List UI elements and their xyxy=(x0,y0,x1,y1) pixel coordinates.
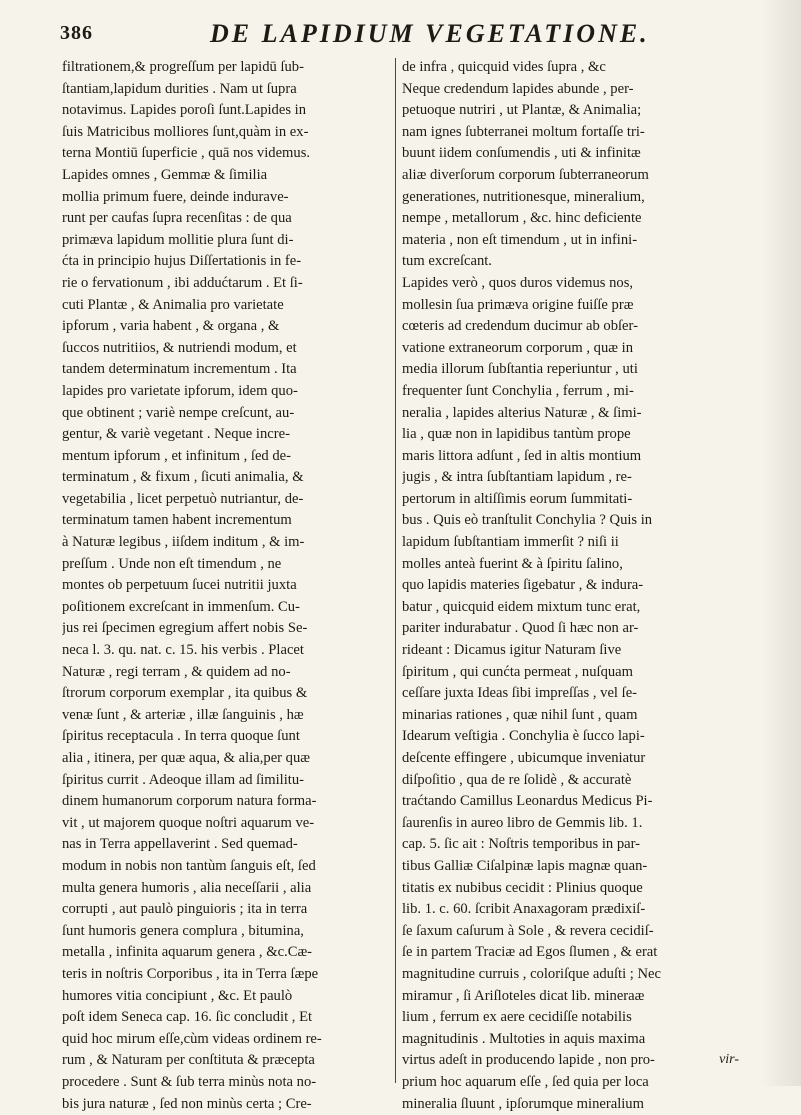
text-line: lapides pro varietate ipforum, idem quo- xyxy=(62,381,390,403)
text-line: gentur, & variè vegetant . Neque incre- xyxy=(62,424,390,446)
text-line: prium hoc aquarum eſſe , ſed quia per loca xyxy=(402,1072,742,1094)
text-line: jugis , & intra ſubſtantiam lapidum , re- xyxy=(402,467,742,489)
text-line: mollia primum fuere, deinde indurave- xyxy=(62,187,390,209)
text-line: neca l. 3. qu. nat. c. 15. his verbis . Placet xyxy=(62,640,390,662)
text-line: humores vitia concipiunt , &c. Et paulò xyxy=(62,986,390,1008)
text-line: jus rei ſpecimen egregium affert nobis Se- xyxy=(62,618,390,640)
text-line: mentum ipforum , et infinitum , ſed de- xyxy=(62,446,390,468)
text-line: modum in nobis non tantùm ſanguis eſt, ſed xyxy=(62,856,390,878)
text-line: Idearum veſtigia . Conchylia è ſucco lapi- xyxy=(402,726,742,748)
text-line: poſitionem excreſcant in immenſum. Cu- xyxy=(62,597,390,619)
running-head: DE LAPIDIUM VEGETATIONE. xyxy=(210,19,650,49)
text-line: generationes, nutritionesque, mineralium, xyxy=(402,187,742,209)
text-line: à Naturæ legibus , iiſdem inditum , & im- xyxy=(62,532,390,554)
text-line: ſunt humoris genera complura , bitumina, xyxy=(62,921,390,943)
text-line: que obtinent ; variè nempe creſcunt, au- xyxy=(62,403,390,425)
text-line: ipforum , varia habent , & organa , & xyxy=(62,316,390,338)
text-line: ſpiritus currit . Adeoque illam ad ſimilitu- xyxy=(62,770,390,792)
text-line: Neque credendum lapides abunde , per- xyxy=(402,79,742,101)
text-line: lib. 1. c. 60. ſcribit Anaxagoram prædixiſ- xyxy=(402,899,742,921)
page-header xyxy=(60,22,760,52)
text-line: quo lapidis materies ſigebatur , & indura- xyxy=(402,575,742,597)
text-line: poſt idem Seneca cap. 16. ſic concludit , Et xyxy=(62,1007,390,1029)
text-line: rideant : Dicamus igitur Naturam ſive xyxy=(402,640,742,662)
text-line: primæva lapidum mollitie plura ſunt di- xyxy=(62,230,390,252)
text-line: dinem humanorum corporum natura forma- xyxy=(62,791,390,813)
text-line: titatis ex nubibus cecidit : Plinius quoque xyxy=(402,878,742,900)
text-line: vatione extraneorum corporum , quæ in xyxy=(402,338,742,360)
text-line: ſe in partem Traciæ ad Egos ſlumen , & erat xyxy=(402,942,742,964)
text-line: ceſſare juxta Ideas ſibi impreſſas , vel ſe- xyxy=(402,683,742,705)
text-line: magnitudine curruis , coloriſque aduſti ; Nec xyxy=(402,964,742,986)
text-line: terminatum tamen habent incrementum xyxy=(62,510,390,532)
text-line: pertorum in altiſſimis eorum ſummitati- xyxy=(402,489,742,511)
text-line: preſſum . Unde non eſt timendum , ne xyxy=(62,554,390,576)
text-line: procedere . Sunt & ſub terra minùs nota no- xyxy=(62,1072,390,1094)
column-divider xyxy=(395,58,396,1083)
text-line: molles anteà fuerint & à ſpiritu ſalino, xyxy=(402,554,742,576)
text-line: teris in noſtris Corporibus , ita in Terra ſæpe xyxy=(62,964,390,986)
text-line: runt per caufas ſupra recenſitas : de qua xyxy=(62,208,390,230)
text-line: lapidum ſubſtantiam immerſit ? niſi ii xyxy=(402,532,742,554)
text-line: ſtantiam,lapidum durities . Nam ut ſupra xyxy=(62,79,390,101)
text-line: venæ ſunt , & arteriæ , illæ ſanguinis , hæ xyxy=(62,705,390,727)
text-line: quid hoc mirum eſſe,cùm videas ordinem re- xyxy=(62,1029,390,1051)
text-line: neralia , lapides alterius Naturæ , & ſimi- xyxy=(402,403,742,425)
text-line: rie o fervationum , ibi addućtarum . Et ſi- xyxy=(62,273,390,295)
text-line: Lapides verò , quos duros videmus nos, xyxy=(402,273,742,295)
text-line: media illorum ſubſtantia reperiuntur , uti xyxy=(402,359,742,381)
text-line: miramur , ſi Ariſloteles dicat lib. mineraæ xyxy=(402,986,742,1008)
text-line: ſuis Matricibus molliores ſunt,quàm in ex- xyxy=(62,122,390,144)
text-line: nempe , metallorum , &c. hinc deficiente xyxy=(402,208,742,230)
text-line: ćta in principio hujus Diſſertationis in fe- xyxy=(62,251,390,273)
text-line: maris littora adſunt , ſed in altis montium xyxy=(402,446,742,468)
text-line: vegetabilia , licet perpetuò nutriantur, de- xyxy=(62,489,390,511)
catchword: vir- xyxy=(719,1052,739,1068)
text-line: tandem determinatum incrementum . Ita xyxy=(62,359,390,381)
text-line: cuti Plantæ , & Animalia pro varietate xyxy=(62,295,390,317)
text-line: virtus adeſt in producendo lapide , non pro- xyxy=(402,1050,742,1072)
text-line: cap. 5. ſic ait : Noſtris temporibus in par- xyxy=(402,834,742,856)
text-line: lium , ferrum ex aere cecidiſſe notabilis xyxy=(402,1007,742,1029)
text-line: terna Montiū ſuperficie , quā nos videmus. xyxy=(62,143,390,165)
text-line: Naturæ , regi terram , & quidem ad no- xyxy=(62,662,390,684)
text-line: ſuccos nutritiios, & nutriendi modum, et xyxy=(62,338,390,360)
text-line: notavimus. Lapides poroſi ſunt.Lapides in xyxy=(62,100,390,122)
left-text-column xyxy=(62,57,390,1115)
page-number: 386 xyxy=(60,22,93,45)
text-line: corrupti , aut paulò pinguioris ; ita in terra xyxy=(62,899,390,921)
text-line: metalla , infinita aquarum genera , &c.Cæ- xyxy=(62,942,390,964)
text-line: ſpiritus receptacula . In terra quoque ſunt xyxy=(62,726,390,748)
text-line: aliæ diverſorum corporum ſubterraneorum xyxy=(402,165,742,187)
text-line: buunt iidem conſumendis , uti & infinitæ xyxy=(402,143,742,165)
text-line: batur , quicquid eidem mixtum tunc erat, xyxy=(402,597,742,619)
text-line: tum excreſcant. xyxy=(402,251,742,273)
text-line: petuoque nutriri , ut Plantæ, & Animalia; xyxy=(402,100,742,122)
text-line: de infra , quicquid vides ſupra , &c xyxy=(402,57,742,79)
text-line: ſe ſaxum caſurum à Sole , & revera cecidiſ- xyxy=(402,921,742,943)
text-line: cœteris ad credendum ducimur ab obſer- xyxy=(402,316,742,338)
text-line: mineralia ſluunt , ipſorumque mineralium xyxy=(402,1094,742,1115)
text-line: alia , itinera, per quæ aqua, & alia,per quæ xyxy=(62,748,390,770)
text-line: lia , quæ non in lapidibus tantùm prope xyxy=(402,424,742,446)
text-line: pariter indurabatur . Quod ſi hæc non ar- xyxy=(402,618,742,640)
text-line: nam ignes ſubterranei moltum fortaſſe tri- xyxy=(402,122,742,144)
text-line: bus . Quis eò tranſtulit Conchylia ? Quis in xyxy=(402,510,742,532)
text-line: deſcente effingere , ubicumque inveniatur xyxy=(402,748,742,770)
text-line: Lapides omnes , Gemmæ & ſimilia xyxy=(62,165,390,187)
text-line: bis jura naturæ , ſed non minùs certa ; Cre- xyxy=(62,1094,390,1115)
text-line: vit , ut majorem quoque noſtri aquarum ve- xyxy=(62,813,390,835)
text-line: nas in Terra appellaverint . Sed quemad- xyxy=(62,834,390,856)
text-line: ſpiritum , qui cunćta permeat , nuſquam xyxy=(402,662,742,684)
text-line: ſtrorum corporum exemplar , ita quibus & xyxy=(62,683,390,705)
text-line: traćtando Camillus Leonardus Medicus Pi- xyxy=(402,791,742,813)
text-line: materia , non eſt timendum , ut in infini- xyxy=(402,230,742,252)
text-line: filtrationem,& progreſſum per lapidū ſub- xyxy=(62,57,390,79)
text-line: multa genera humoris , alia neceſſarii , alia xyxy=(62,878,390,900)
text-line: minarias rationes , quæ nihil ſunt , quam xyxy=(402,705,742,727)
text-line: montes ob perpetuum ſucei nutritii juxta xyxy=(62,575,390,597)
text-line: diſpoſitio , qua de re ſolidè , & accuratè xyxy=(402,770,742,792)
text-line: terminatum , & fixum , ſicuti animalia, & xyxy=(62,467,390,489)
page-edge-shadow xyxy=(761,0,801,1086)
text-line: mollesin ſua primæva origine fuiſſe præ xyxy=(402,295,742,317)
text-line: rum , & Naturam per conſtituta & præcepta xyxy=(62,1050,390,1072)
text-line: magnitudinis . Multoties in aquis maxima xyxy=(402,1029,742,1051)
right-text-column xyxy=(402,57,742,1115)
text-line: frequenter ſunt Conchylia , ferrum , mi- xyxy=(402,381,742,403)
text-line: ſaurenſis in aureo libro de Gemmis lib. 1. xyxy=(402,813,742,835)
text-line: tibus Galliæ Ciſalpinæ lapis magnæ quan- xyxy=(402,856,742,878)
